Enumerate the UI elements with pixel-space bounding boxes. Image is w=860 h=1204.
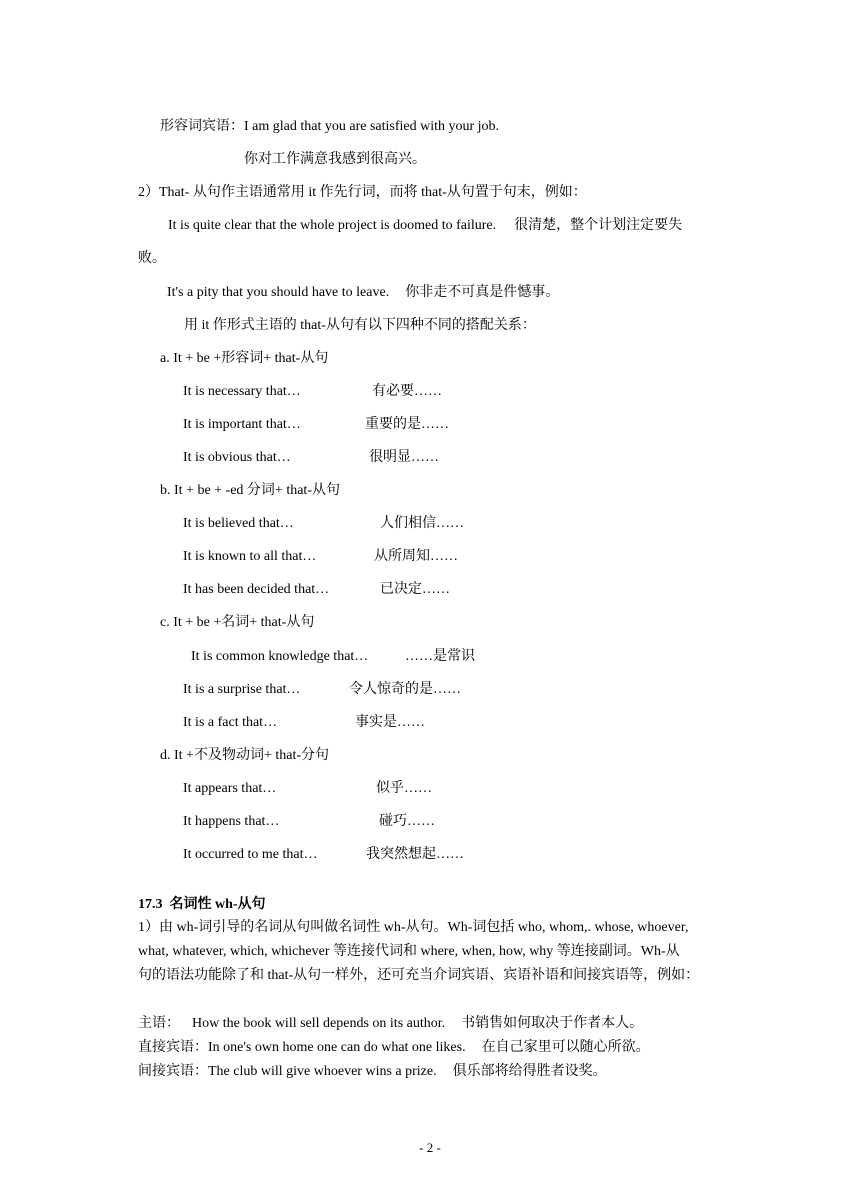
example1-zh: 很清楚，整个计划注定要失 bbox=[514, 218, 683, 233]
pattern-a-heading: a. It + be +形容词+ that-从句 bbox=[160, 351, 329, 366]
example-direct-object bbox=[138, 1039, 650, 1057]
pattern-item-en: It happens that… bbox=[183, 814, 280, 829]
pattern-item-zh: 似乎…… bbox=[376, 781, 432, 796]
section2-intro: 2）That- 从句作主语通常用 it 作先行词，而将 that-从句置于句末，例如： bbox=[138, 185, 587, 200]
section-title: 名词性 wh-从句 bbox=[169, 897, 266, 912]
section-body-line-2: what, whatever, which, whichever 等连接代词和 where, when, how, why 等连接副词。Wh-从 bbox=[138, 944, 680, 959]
section-number: 17.3 bbox=[138, 897, 163, 912]
page-number: - 2 - bbox=[419, 1140, 441, 1155]
adj-object-label: 形容词宾语： bbox=[160, 119, 244, 134]
example2-line bbox=[167, 284, 559, 302]
example1-line bbox=[168, 217, 682, 235]
pattern-item-zh: ……是常识 bbox=[405, 649, 475, 664]
pattern-item-zh: 重要的是…… bbox=[365, 417, 449, 432]
pattern-item-en: It is believed that… bbox=[183, 516, 294, 531]
example-zh: 俱乐部将给得胜者设奖。 bbox=[452, 1064, 607, 1079]
pattern-item-en: It is a fact that… bbox=[183, 715, 278, 730]
example-en: In one's own home one can do what one likes. bbox=[208, 1040, 466, 1055]
section-heading bbox=[138, 896, 266, 914]
example-indirect-object bbox=[138, 1063, 607, 1081]
pattern-b-heading: b. It + be + -ed 分词+ that-从句 bbox=[160, 483, 340, 498]
patterns-intro: 用 it 作形式主语的 that-从句有以下四种不同的搭配关系： bbox=[184, 318, 536, 333]
pattern-item-zh: 很明显…… bbox=[369, 450, 439, 465]
example-label: 主语： bbox=[138, 1016, 180, 1031]
example1-en: It is quite clear that the whole project is doomed to failure. bbox=[168, 218, 497, 233]
pattern-item-en: It occurred to me that… bbox=[183, 847, 318, 862]
pattern-item-en: It is obvious that… bbox=[183, 450, 291, 465]
pattern-c-heading: c. It + be +名词+ that-从句 bbox=[160, 615, 315, 630]
example-zh: 书销售如何取决于作者本人。 bbox=[461, 1016, 644, 1031]
example2-zh: 你非走不可真是件憾事。 bbox=[405, 285, 560, 300]
adj-object-line bbox=[160, 118, 499, 136]
pattern-item-zh: 从所周知…… bbox=[374, 549, 458, 564]
example-label: 直接宾语： bbox=[138, 1040, 208, 1055]
pattern-item-en: It is necessary that… bbox=[183, 384, 301, 399]
pattern-item-en: It is known to all that… bbox=[183, 549, 317, 564]
pattern-item-en: It appears that… bbox=[183, 781, 277, 796]
adj-object-translation: 你对工作满意我感到很高兴。 bbox=[244, 152, 426, 167]
adj-object-example: I am glad that you are satisfied with your job. bbox=[244, 119, 500, 134]
pattern-item-en: It is common knowledge that… bbox=[191, 649, 369, 664]
example1-zh-continued: 败。 bbox=[138, 251, 166, 266]
pattern-item-zh: 令人惊奇的是…… bbox=[349, 682, 461, 697]
pattern-item-zh: 我突然想起…… bbox=[366, 847, 464, 862]
pattern-d-heading: d. It +不及物动词+ that-分句 bbox=[160, 748, 329, 763]
example-en: The club will give whoever wins a prize. bbox=[208, 1064, 437, 1079]
pattern-item-zh: 事实是…… bbox=[355, 715, 425, 730]
example-zh: 在自己家里可以随心所欲。 bbox=[481, 1040, 650, 1055]
example-label: 间接宾语： bbox=[138, 1064, 208, 1079]
example-en: How the book will sell depends on its author. bbox=[192, 1016, 446, 1031]
example-subject bbox=[138, 1015, 643, 1033]
pattern-item-en: It is important that… bbox=[183, 417, 301, 432]
pattern-item-zh: 人们相信…… bbox=[380, 516, 464, 531]
section-body-line-1: 1）由 wh-词引导的名词从句叫做名词性 wh-从句。Wh-词包括 who, whom,. whose, whoever, bbox=[138, 920, 689, 935]
pattern-item-zh: 已决定…… bbox=[380, 582, 450, 597]
pattern-item-zh: 碰巧…… bbox=[379, 814, 435, 829]
pattern-item-zh: 有必要…… bbox=[372, 384, 442, 399]
example2-en: It's a pity that you should have to leave. bbox=[167, 285, 390, 300]
pattern-item-en: It is a surprise that… bbox=[183, 682, 301, 697]
section-body-line-3: 句的语法功能除了和 that-从句一样外，还可充当介词宾语、宾语补语和间接宾语等，例如： bbox=[138, 968, 700, 983]
pattern-item-en: It has been decided that… bbox=[183, 582, 330, 597]
